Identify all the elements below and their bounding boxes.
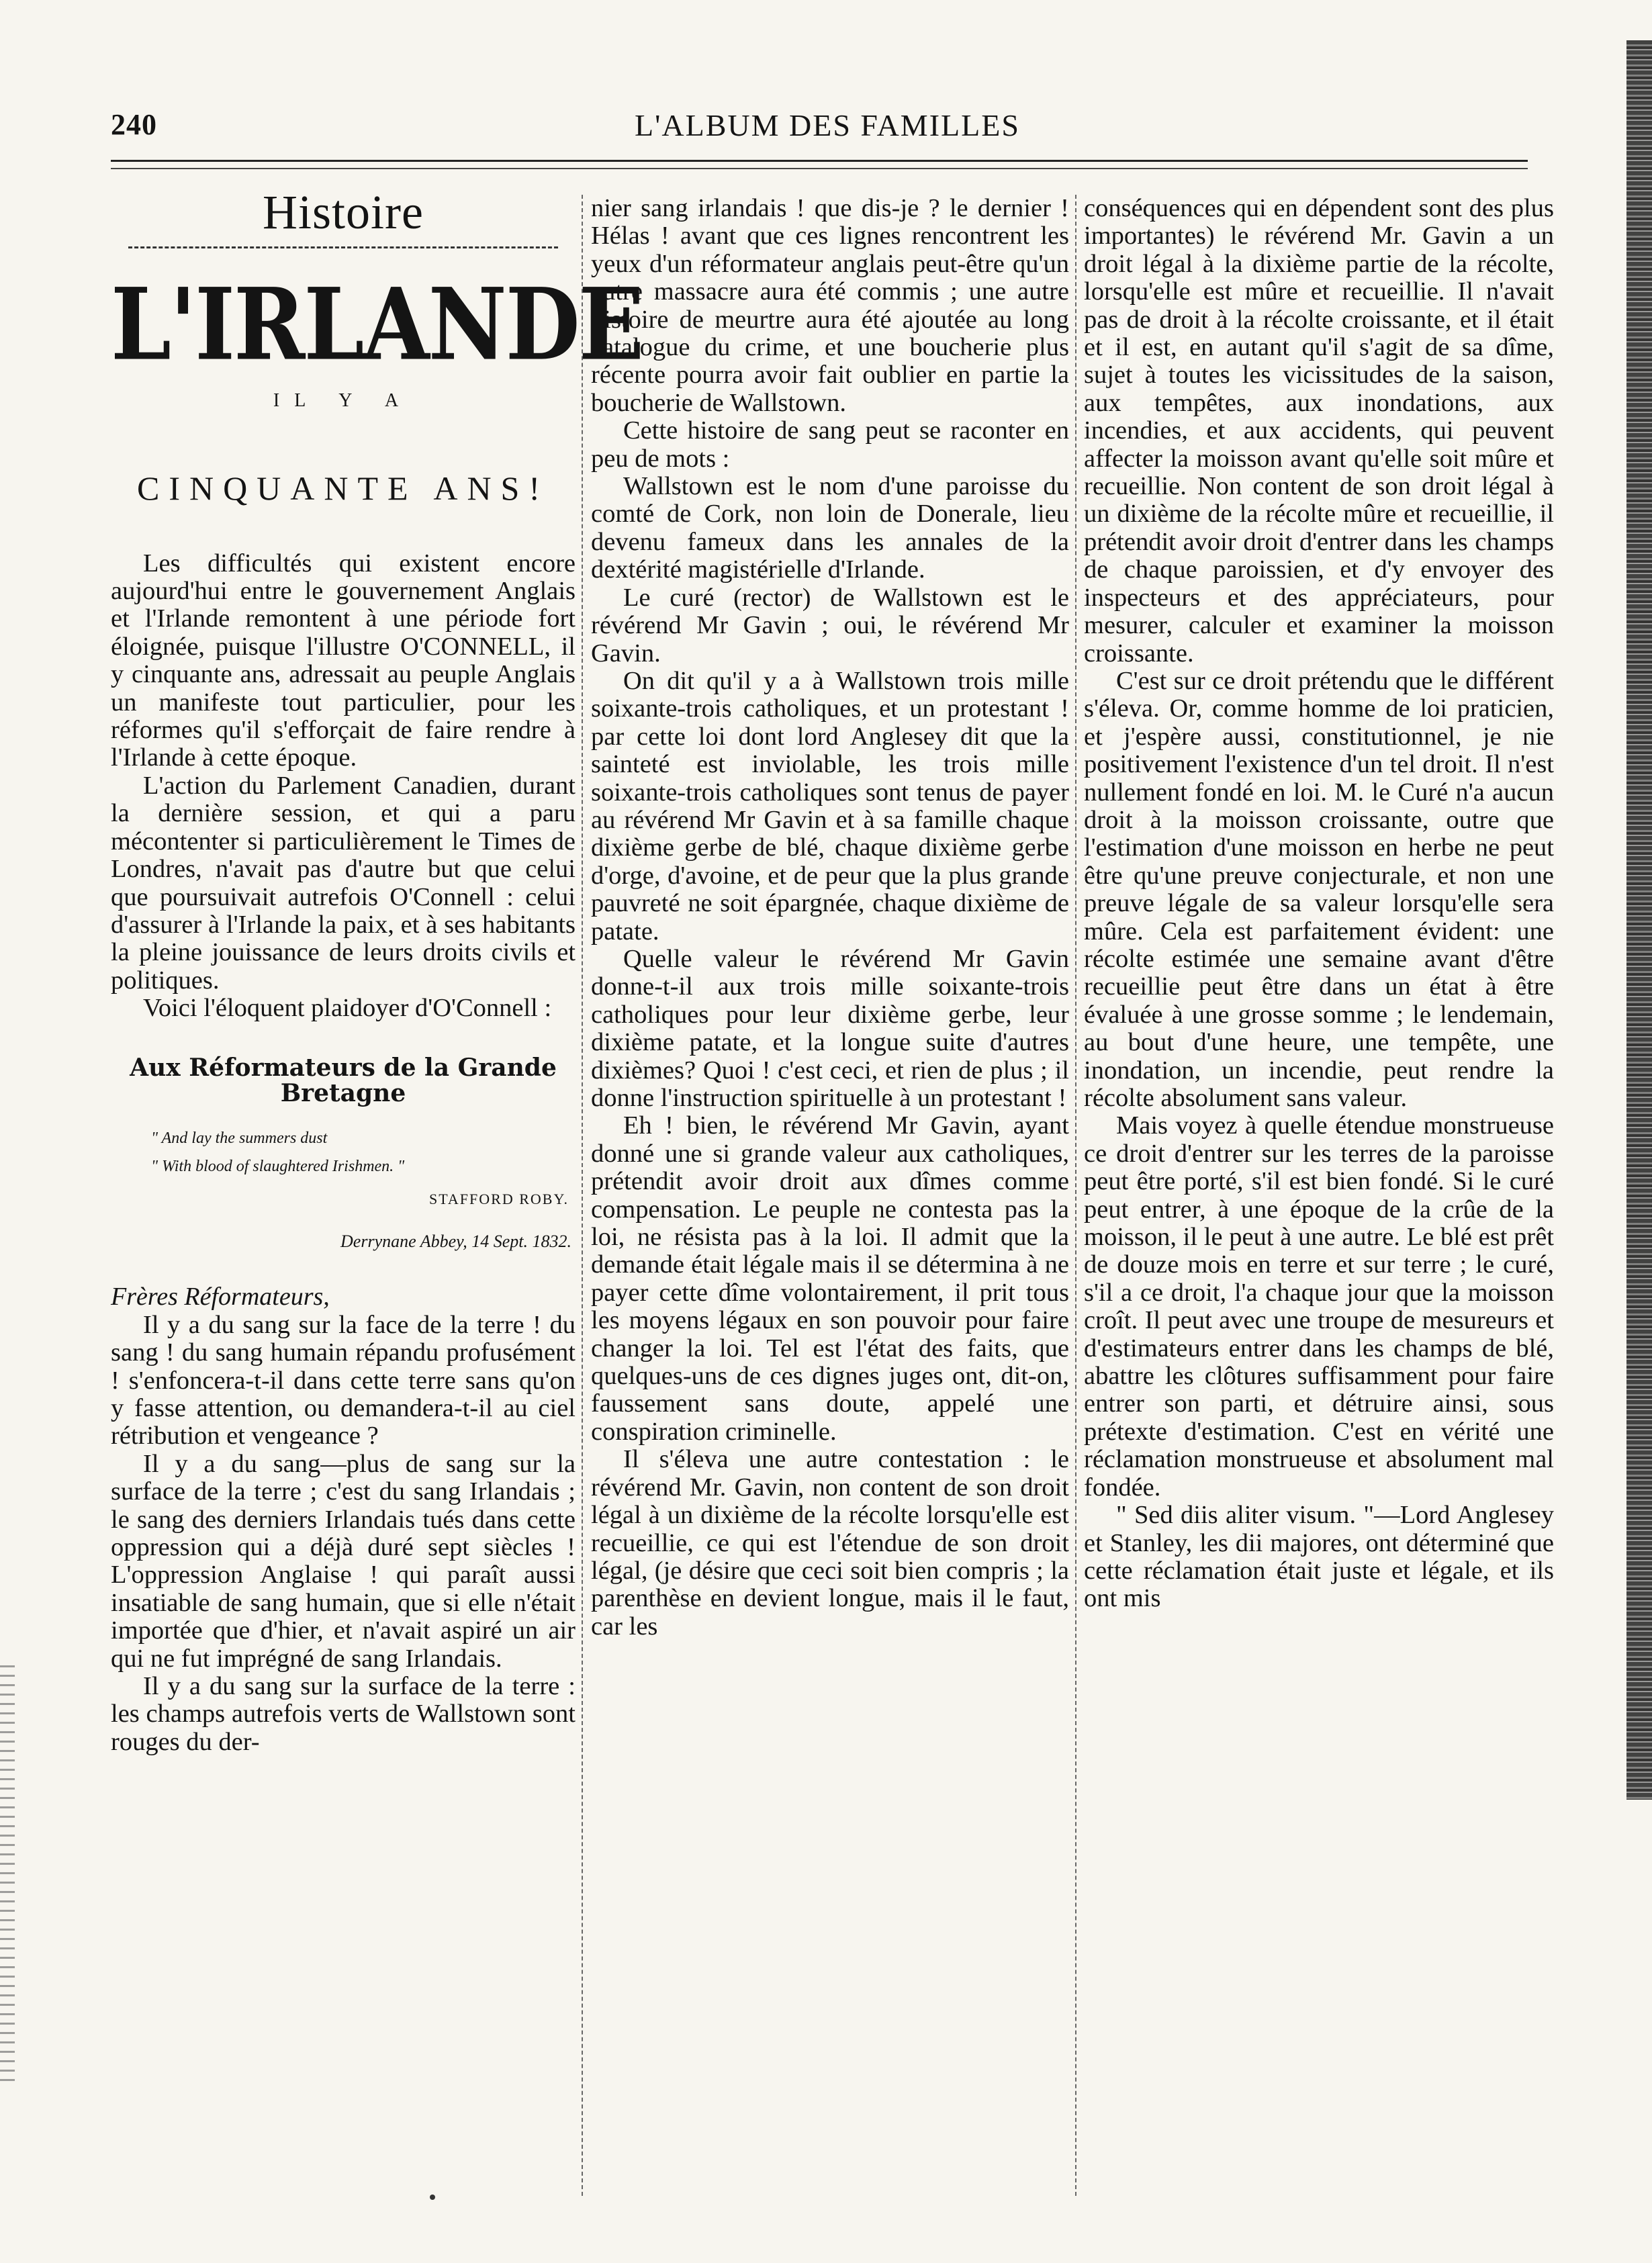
paragraph: Mais voyez à quelle étendue monstrueuse ce droit d'entrer sur les terres de la paroisse peut être porté, s'il est bien fondé. Si le curé peut entrer, à une époque de la crûe de la moisson, il le peut à une autre. Le blé est prêt de douze mois en terre et sur terre ; le curé, s'il a ce droit, l'a chaque jour que la moisson croît. Il peut avec une troupe de mesureurs et d'estimateurs entrer dans les champs de blé, abattre les clôtures suffisamment pour faire entrer son parti, et détruire ainsi, sous prétexte d'estimation. C'est en vérité une réclamation monstrueuse et absolument mal fondée. — [1084, 1111, 1554, 1502]
paragraph: L'action du Parlement Canadien, durant la dernière session, et qui a paru mécontenter si particulièrement le Times de Londres, n'avait pas d'autre but que celui que poursuivait autrefois O'Connell : celui d'assurer à l'Irlande la paix, et à ses habitants la pleine jouissance de leurs droits civils et politiques. — [111, 771, 576, 995]
scan-margin-specks — [0, 1665, 15, 2082]
letter-dateline: Derrynane Abbey, 14 Sept. 1832. — [340, 1231, 571, 1251]
print-speck — [430, 2195, 435, 2200]
heading-irlande: L'IRLANDE — [111, 267, 643, 383]
epigraph-author: STAFFORD ROBY. — [428, 1190, 569, 1207]
paragraph: Quelle valeur le révérend Mr Gavin donne-t-il aux trois mille soixante-trois catholiques pour leur dixième gerbe, leur dixième patate, et la longue suite d'autres dixièmes? Quoi ! c'est ceci, et rien de plus ; il donne l'instruction spirituelle à un protestant ! — [591, 944, 1069, 1112]
paragraph: Il s'éleva une autre contestation : le révérend Mr. Gavin, non content de son droit légal à un dixième de la récolte lorsqu'elle est recueillie, ce qui est l'étendue de son droit légal, (je désire que ceci soit bien compris ; la parenthèse en devient longue, mais il le faut, car les — [591, 1445, 1069, 1641]
paragraph: Il y a du sang sur la face de la terre ! du sang ! du sang humain répandu profusément ! s'enfoncera-t-il dans cette terre sans qu'on y fasse attention, ou demandera-t-il au ciel rétribution et vengeance ? — [111, 1310, 576, 1450]
salutation: Frères Réformateurs, — [111, 1283, 330, 1311]
paragraph: Wallstown est le nom d'une paroisse du comté de Cork, non loin de Donerale, lieu devenu fameux dans les annales de la dextérité magistérielle d'Irlande. — [591, 472, 1069, 584]
epigraph-line: " And lay the summers dust — [151, 1129, 328, 1147]
header-rule-secondary — [111, 168, 1528, 169]
ornamental-rule — [128, 246, 558, 248]
column-separator — [1075, 195, 1076, 2196]
header-rule — [111, 160, 1528, 162]
paragraph: Le curé (rector) de Wallstown est le révérend Mr Gavin ; oui, le révérend Mr Gavin. — [591, 583, 1069, 667]
paragraph: Eh ! bien, le révérend Mr Gavin, ayant donné une si grande valeur aux catholiques, prétendit avoir droit aux dîmes comme compensation. Le peuple ne contesta pas la loi, ne résista pas à la loi. Il admit que la demande était légale mais il se détermina à ne payer cette dîme volontairement, il prit tous les moyens légaux en son pouvoir pour faire changer la loi. Tel est l'état des faits, que quelques-uns de ces dignes juges ont, dit-on, faussement sans doute, appelé une conspiration criminelle. — [591, 1111, 1069, 1446]
paragraph: conséquences qui en dépendent sont des plus importantes) le révérend Mr. Gavin a un droit légal à la dixième partie de la récolte, lorsqu'elle est mûre et recueillie. Il n'avait pas de droit à la récolte croissante, et il était et il est, en autant qu'il s'agit de sa dîme, sujet à toutes les vicissitudes de la saison, aux tempêtes, aux inondations, aux incendies, et aux accidents, qui peuvent affecter la moisson avant qu'elle soit mûre et recueillie. Non content de son droit légal à un dixième de la récolte mûre et recueillie, il prétendit avoir droit d'entrer dans les champs de chaque paroissien, et d'y envoyer des inspecteurs et des appréciateurs, pour mesurer, calculer et examiner la moisson croissante. — [1084, 194, 1554, 667]
scan-edge-strip — [1626, 40, 1652, 1800]
paragraph: C'est sur ce droit prétendu que le différent s'éleva. Or, comme homme de loi praticien, et j'espère aussi, constitutionnel, je nie positivement l'existence d'un tel droit. Il n'est nullement fondé en loi. M. le Curé n'a aucun droit à la moisson croissante, outre que l'estimation d'une moisson en herbe ne peut être qu'une preuve conjecturale, et non une preuve légale de sa valeur lorsqu'elle sera mûre. Cela est parfaitement évident: une récolte estimée une semaine avant d'être recueillie peut être dans un état à être évaluée à une grosse somme ; le lendemain, au bout d'une heure, une tempête, une inondation, un incendie, peut rendre la récolte absolument sans valeur. — [1084, 666, 1554, 1112]
page-header — [111, 107, 1524, 161]
section-subheading: Aux Réformateurs de la Grande Bretagne — [130, 1053, 557, 1107]
column-separator — [582, 195, 583, 2196]
paragraph: Cette histoire de sang peut se raconter en peu de mots : — [591, 416, 1069, 473]
paragraph: Il y a du sang—plus de sang sur la surface de la terre ; c'est du sang Irlandais ; le sang des derniers Irlandais tués dans cette oppression qui a déjà duré sept siècles ! L'oppression Anglaise ! qui paraît aussi insatiable de sang humain, que si elle n'était importée que d'hier, et n'avait aspiré un air qui ne fut imprégné de sang Irlandais. — [111, 1449, 576, 1673]
column-right — [1084, 195, 1554, 2209]
running-title: L'ALBUM DES FAMILLES — [635, 108, 1020, 142]
paragraph: Les difficultés qui existent encore aujourd'hui entre le gouvernement Anglais et l'Irlande remontent à une période fort éloignée, puisque l'illustre O'CONNELL, il y cinquante ans, adressait au peuple Anglais un manifeste tout particulier, pour les réformes qu'il s'efforçait de faire rendre à l'Irlande à cette époque. — [111, 549, 576, 772]
paragraph: nier sang irlandais ! que dis-je ? le dernier ! Hélas ! avant que ces lignes rencontrent les yeux d'un réformateur anglais peut-être qu'un autre massacre aura été commis ; une autre histoire de meurtre aura été ajoutée au long catalogue du crime, et une boucherie plus récente pourra avoir fait oublier en partie la boucherie de Wallstown. — [591, 194, 1069, 417]
paragraph: Voici l'éloquent plaidoyer d'O'Connell : — [143, 994, 552, 1023]
paragraph: " Sed diis aliter visum. "—Lord Anglesey et Stanley, les dii majores, ont déterminé que cette réclamation était juste et légale, et ils ont mis — [1084, 1501, 1554, 1613]
heading-il-y-a: IL Y A — [273, 389, 414, 411]
page-number: 240 — [111, 108, 157, 141]
column-middle — [591, 195, 1069, 2209]
heading-histoire: Histoire — [263, 185, 424, 239]
paragraph: Il y a du sang sur la surface de la terre : les champs autrefois verts de Wallstown sont rouges du der- — [111, 1672, 576, 1756]
paragraph: On dit qu'il y a à Wallstown trois mille soixante-trois catholiques, et un protestant ! par cette loi dont lord Anglesey dit que la sainteté est inviolable, les trois mille soixante-trois catholiques sont tenus de payer au révérend Mr Gavin et à sa famille chaque dixième gerbe de blé, chaque dixième gerbe d'orge, d'avoine, et de peur que la plus grande pauvreté ne soit épargnée, chaque dixième de patate. — [591, 666, 1069, 945]
column-left — [111, 185, 643, 2209]
epigraph-line: " With blood of slaughtered Irishmen. " — [151, 1157, 405, 1175]
heading-cinquante-ans: CINQUANTE ANS! — [136, 469, 550, 508]
